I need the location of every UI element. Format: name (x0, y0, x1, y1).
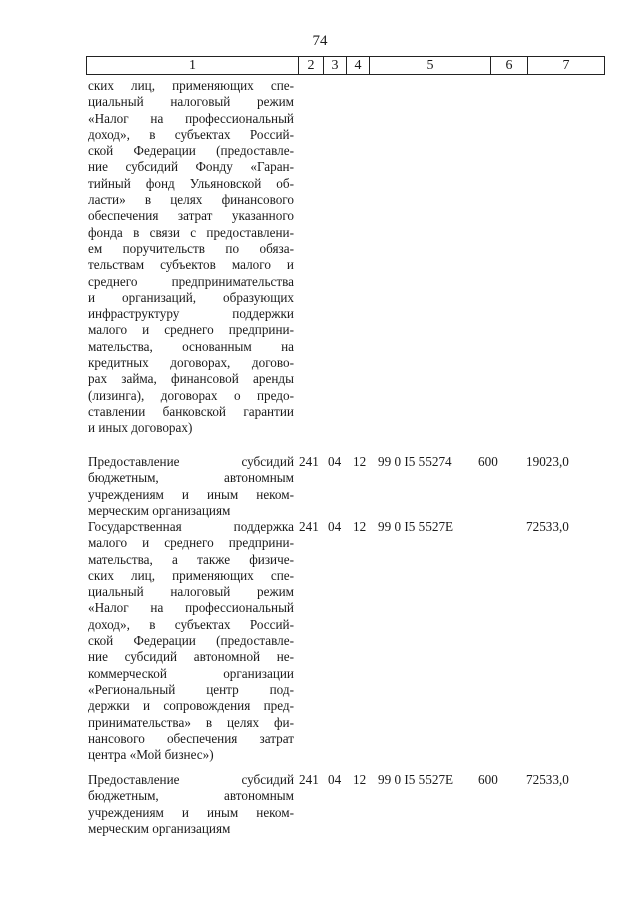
column-header-6: 6 (491, 57, 528, 75)
grbs-code: 241 (299, 519, 319, 534)
amount-value: 72533,0 (526, 772, 569, 787)
row-description (88, 78, 294, 437)
desc-line: малого и среднего предприни- (88, 535, 294, 551)
row-description (88, 772, 294, 837)
grbs-code: 241 (299, 772, 319, 787)
section-code: 04 (328, 454, 342, 469)
target-article-code: 99 0 I5 5527E (378, 772, 454, 787)
subsection-code: 12 (353, 519, 367, 534)
row-description (88, 454, 294, 519)
column-header-5: 5 (370, 57, 491, 75)
desc-line: инфраструктуру поддержки (88, 306, 294, 322)
desc-line: тельствам субъектов малого и (88, 257, 294, 273)
desc-line: тийный фонд Ульяновской об- (88, 175, 294, 191)
page-number: 74 (312, 33, 328, 49)
subsection-code: 12 (353, 454, 367, 469)
column-header-table (86, 56, 605, 75)
column-header-7: 7 (528, 57, 605, 75)
desc-line: циальный налоговый режим (88, 584, 294, 600)
desc-line: кредитных договорах, догово- (88, 355, 294, 371)
desc-line: ставлении банковской гарантии (88, 403, 294, 419)
desc-line: ласти» в целях финансового (88, 192, 294, 208)
desc-line: мерческим организациям (88, 820, 231, 836)
desc-line: бюджетным, автономным (88, 470, 294, 486)
desc-line: доход», в субъектах Россий- (88, 126, 294, 142)
desc-line: циальный налоговый режим (88, 94, 294, 110)
section-code: 04 (328, 772, 342, 787)
expense-type-code: 600 (478, 454, 498, 469)
desc-line: ской Федерации (предоставле- (88, 633, 294, 649)
desc-line: ем поручительств по обяза- (88, 240, 294, 256)
desc-line: рах займа, финансовой аренды (88, 371, 294, 387)
desc-line: Предоставление субсидий (88, 454, 294, 469)
desc-line: доход», в субъектах Россий- (88, 616, 294, 632)
desc-line: мерческим организациям (88, 502, 231, 518)
desc-line: (лизинга), договорах о предо- (88, 387, 294, 403)
column-header-2: 2 (299, 57, 324, 75)
column-header-row (87, 57, 605, 75)
desc-line: и иных договорах) (88, 420, 193, 436)
desc-line: Государственная поддержка (88, 519, 294, 534)
desc-line: «Налог на профессиональный (88, 600, 294, 616)
desc-line: ние субсидий автономной не- (88, 649, 294, 665)
target-article-code: 99 0 I5 55274 (378, 454, 452, 469)
subsection-code: 12 (353, 772, 367, 787)
column-header-3: 3 (324, 57, 347, 75)
desc-line: ние субсидий Фонду «Гаран- (88, 159, 294, 175)
amount-value: 19023,0 (526, 454, 569, 469)
desc-line: учреждениям и иным неком- (88, 804, 294, 820)
row-description (88, 519, 294, 763)
desc-line: ской Федерации (предоставле- (88, 143, 294, 159)
desc-line: держки и сопровождения пред- (88, 698, 294, 714)
desc-line: обеспечения затрат указанного (88, 208, 294, 224)
desc-line: мательства, основанным на (88, 338, 294, 354)
column-header-1: 1 (87, 57, 299, 75)
desc-line: учреждениям и иным неком- (88, 486, 294, 502)
desc-line: ских лиц, применяющих спе- (88, 567, 294, 583)
column-header-4: 4 (347, 57, 370, 75)
desc-line: ских лиц, применяющих спе- (88, 78, 294, 93)
grbs-code: 241 (299, 454, 319, 469)
amount-value: 72533,0 (526, 519, 569, 534)
desc-line: фонда в связи с предоставлени- (88, 224, 294, 240)
desc-line: принимательства» в целях фи- (88, 714, 294, 730)
desc-line: коммерческой организации (88, 665, 294, 681)
expense-type-code: 600 (478, 772, 498, 787)
section-code: 04 (328, 519, 342, 534)
target-article-code: 99 0 I5 5527E (378, 519, 454, 534)
desc-line: среднего предпринимательства (88, 273, 294, 289)
desc-line: малого и среднего предприни- (88, 322, 294, 338)
desc-line: нансового обеспечения затрат (88, 730, 294, 746)
desc-line: мательства, а также физиче- (88, 551, 294, 567)
desc-line: и организаций, образующих (88, 289, 294, 305)
desc-line: Предоставление субсидий (88, 772, 294, 787)
desc-line: «Налог на профессиональный (88, 110, 294, 126)
desc-line: бюджетным, автономным (88, 788, 294, 804)
desc-line: центра «Мой бизнес») (88, 747, 214, 763)
desc-line: «Региональный центр под- (88, 681, 294, 697)
